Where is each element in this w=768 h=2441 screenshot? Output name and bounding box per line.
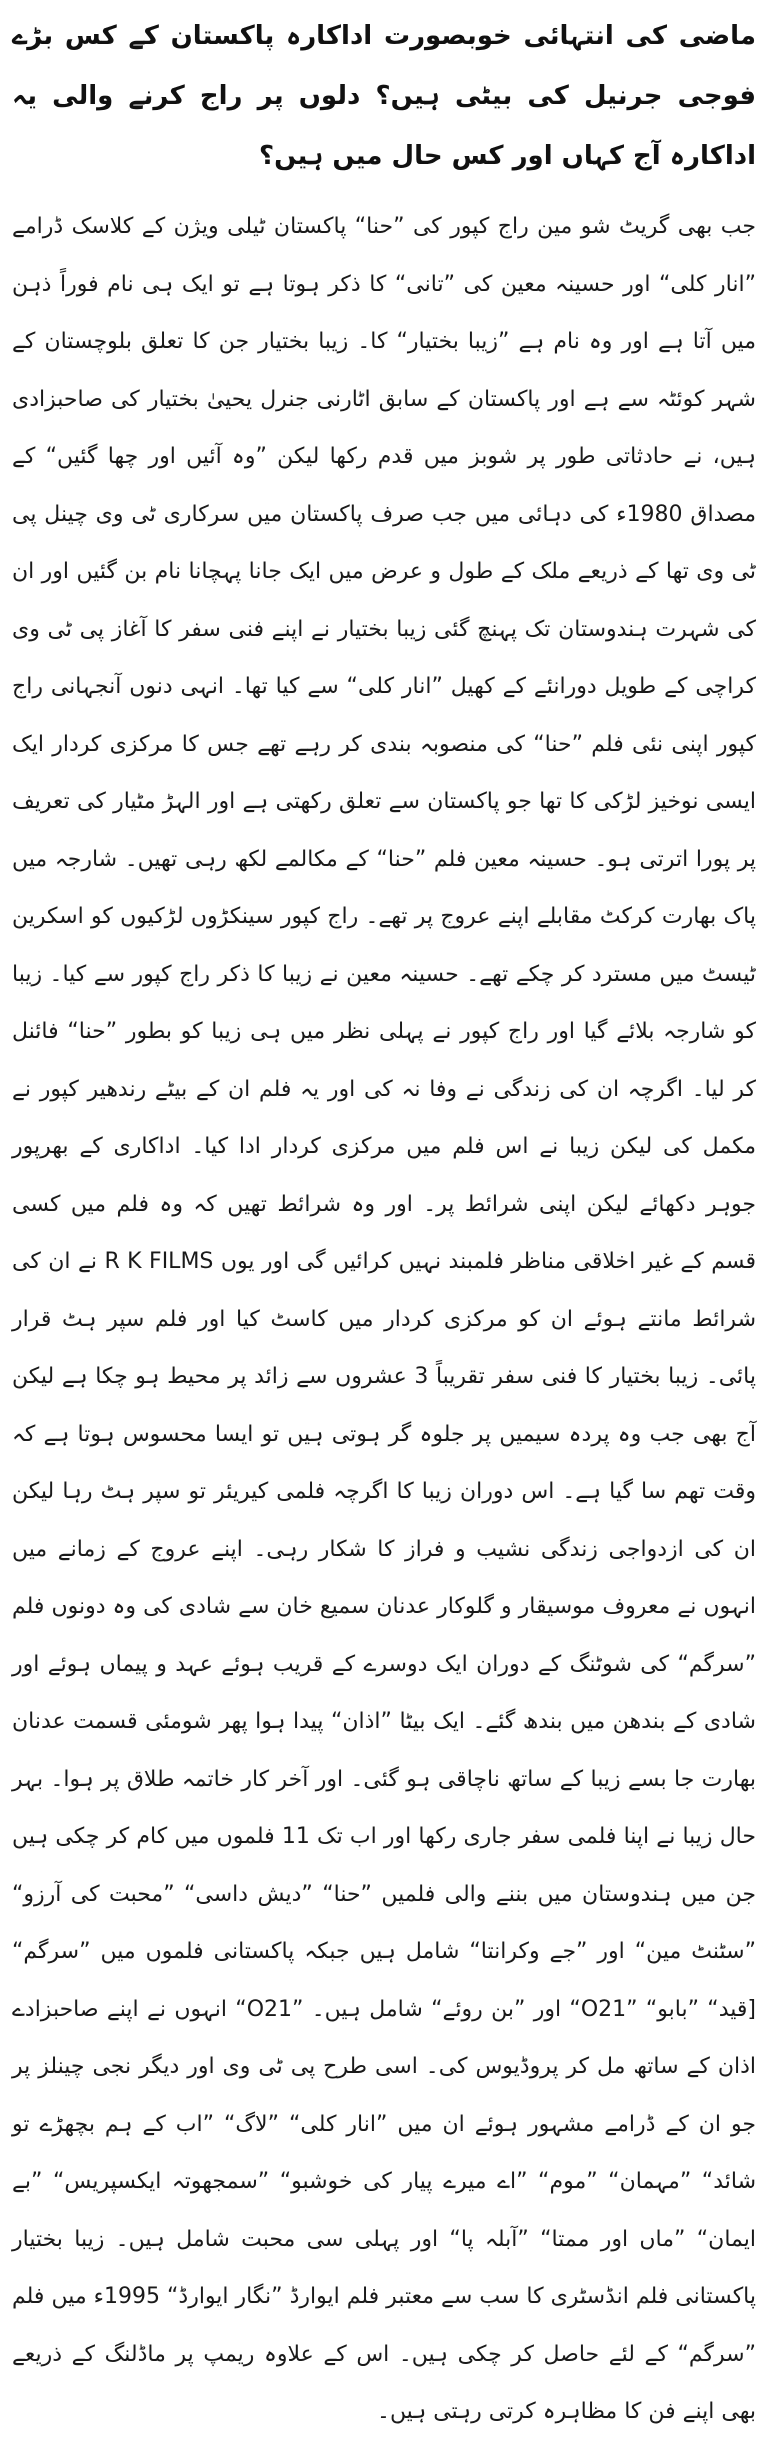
article-body: جب بھی گریٹ شو مین راج کپور کی ”حنا“ پاکستان ٹیلی ویژن کے کلاسک ڈرامے ”انار کلی“ اور حسینہ معین کی ”تانی“ کا ذکر ہوتا ہے تو ایک ہی نام فوراً ذہن میں آتا ہے اور وہ نام ہے ”زیبا بختیار“ کا۔ زیبا بختیار جن کا تعلق بلوچستان کے شہر کوئٹہ سے ہے اور پاکستان کے سابق اٹارنی جنرل یحییٰ بختیار کی صاحبزادی ہیں، نے حادثاتی طور پر شوبز میں قدم رکھا لیکن ”وہ آئیں اور چھا گئیں“ کے مصداق 1980ء کی دہائی میں جب صرف پاکستان میں سرکاری ٹی وی چینل پی ٹی وی تھا کے ذریعے ملک کے طول و عرض میں ایک جانا پہچانا نام بن گئیں اور ان کی شہرت ہندوستان تک پہنچ گئی زیبا بختیار نے اپنے فنی سفر کا آغاز پی ٹی وی کراچی کے طویل دورانئے کے کھیل ”انار کلی“ سے کیا تھا۔ انہی دنوں آنجہانی راج کپور اپنی نئی فلم ”حنا“ کی منصوبہ بندی کر رہے تھے جس کا مرکزی کردار ایک ایسی نوخیز لڑکی کا تھا جو پاکستان سے تعلق رکھتی ہے اور الہڑ مٹیار کی تعریف پر پورا اترتی ہو۔ حسینہ معین فلم ”حنا“ کے مکالمے لکھ رہی تھیں۔ شارجہ میں پاک بھارت کرکٹ مقابلے اپنے عروج پر تھے۔ راج کپور سینکڑوں لڑکیوں کو اسکرین ٹیسٹ میں مسترد کر چکے تھے۔ حسینہ معین نے زیبا کا ذکر راج کپور سے کیا۔ زیبا کو شارجہ بلائے گیا اور راج کپور نے پہلی نظر میں ہی زیبا کو بطور ”حنا“ فائنل کر لیا۔ اگرچہ ان کی زندگی نے وفا نہ کی اور یہ فلم ان کے بیٹے رندھیر کپور نے مکمل کی لیکن زیبا نے اس فلم میں مرکزی کردار ادا کیا۔ اداکاری کے بھرپور جوہر دکھائے لیکن اپنی شرائط پر۔ اور وہ شرائط تھیں کہ وہ فلم میں کسی قسم کے غیر اخلاقی مناظر فلمبند نہیں کرائیں گی اور یوں R K FILMS نے ان کی شرائط مانتے ہوئے ان کو مرکزی کردار میں کاسٹ کیا اور فلم سپر ہٹ قرار پائی۔ زیبا بختیار کا فنی سفر تقریباً 3 عشروں سے زائد پر محیط ہو چکا ہے لیکن آج بھی جب وہ پردہ سیمیں پر جلوہ گر ہوتی ہیں تو ایسا محسوس ہوتا ہے کہ وقت تھم سا گیا ہے۔ اس دوران زیبا کا اگرچہ فلمی کیریئر تو سپر ہٹ رہا لیکن ان کی ازدواجی زندگی نشیب و فراز کا شکار رہی۔ اپنے عروج کے زمانے میں انہوں نے معروف موسیقار و گلوکار عدنان سمیع خان سے شادی کی وہ دونوں فلم ”سرگم“ کی شوٹنگ کے دوران ایک دوسرے کے قریب ہوئے عہد و پیماں ہوئے اور شادی کے بندھن میں بندھ گئے۔ ایک بیٹا ”اذان“ پیدا ہوا پھر شومئی قسمت عدنان بھارت جا بسے زیبا کے ساتھ ناچاقی ہو گئی۔ اور آخر کار خاتمہ طلاق پر ہوا۔ بہر حال زیبا نے اپنا فلمی سفر جاری رکھا اور اب تک 11 فلموں میں کام کر چکی ہیں جن میں ہندوستان میں بننے والی فلمیں ”حنا“ ”دیش داسی“ ”محبت کی آرزو“ ”سٹنٹ مین“ اور ”جے وکرانتا“ شامل ہیں جبکہ پاکستانی فلموں میں ”سرگم“ [قید“ ”بابو“ ”O21“ اور ”بن روئے“ شامل ہیں۔ ”O21“ انہوں نے اپنے صاحبزادے اذان کے ساتھ مل کر پروڈیوس کی۔ اسی طرح پی ٹی وی اور دیگر نجی چینلز پر جو ان کے ڈرامے مشہور ہوئے ان میں ”انار کلی“ ”لاگ“ ”اب کے ہم بچھڑے تو شائد“ ”مہمان“ ”موم“ ”اے میرے پیار کی خوشبو“ ”سمجھوتہ ایکسپریس“ ”بے ایمان“ ”ماں اور ممتا“ ”آبلہ پا“ اور پہلی سی محبت شامل ہیں۔ زیبا بختیار پاکستانی فلم انڈسٹری کا سب سے معتبر فلم ایوارڈ ”نگار ایوارڈ“ 1995ء میں فلم ”سرگم“ کے لئے حاصل کر چکی ہیں۔ اس کے علاوہ ریمپ پر ماڈلنگ کے ذریعے بھی اپنے فن کا مظاہرہ کرتی رہتی ہیں۔ [12, 214, 756, 2424]
article-headline: ماضی کی انتہائی خوبصورت اداکارہ پاکستان کے کس بڑے فوجی جرنیل کی بیٹی ہیں؟ دلوں پر راج کرنے والی یہ اداکارہ آج کہاں اور کس حال میں ہیں؟ [12, 21, 756, 171]
article-page [12, 6, 756, 2424]
